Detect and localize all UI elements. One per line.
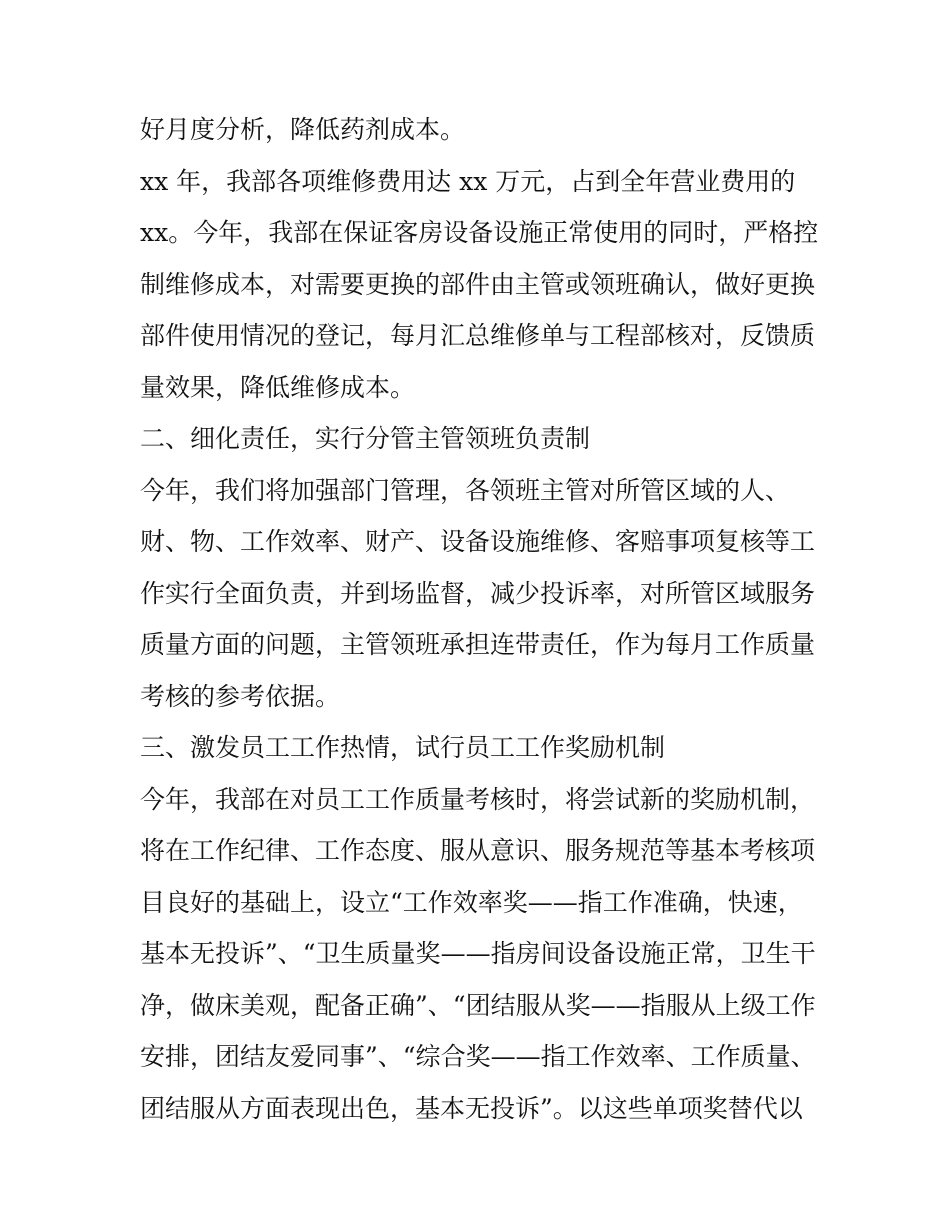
text-line: 作实行全面负责，并到场监督，减少投诉率，对所管区域服务: [140, 578, 816, 608]
text-line: 部件使用情况的登记，每月汇总维修单与工程部核对，反馈质: [140, 321, 816, 350]
text-line: 量效果，降低维修成本。: [140, 372, 416, 402]
text-line: 今年，我部在对员工工作质量考核时，将尝试新的奖励机制，: [140, 784, 816, 814]
text-line: xx 年，我部各项维修费用达 xx 万元，占到全年营业费用的: [140, 166, 796, 196]
text-line: 安排，团结友爱同事”、“综合奖——指工作效率、工作质量、: [140, 1042, 816, 1071]
text-line: xx。今年，我部在保证客房设备设施正常使用的同时，严格控: [140, 218, 819, 247]
text-line: 考核的参考依据。: [140, 681, 341, 711]
text-line: 财、物、工作效率、财产、设备设施维修、客赔事项复核等工: [140, 527, 816, 556]
text-line: 目良好的基础上，设立“工作效率奖——指工作准确，快速，: [140, 887, 803, 917]
section-heading: 三、激发员工工作热情，试行员工工作奖励机制: [140, 733, 666, 762]
body-text: [140, 104, 830, 1134]
section-heading: 二、细化责任，实行分管主管领班负责制: [140, 424, 591, 453]
text-line: 好月度分析，降低药剂成本。: [140, 115, 466, 144]
text-line: 今年，我们将加强部门管理，各领班主管对所管区域的人、: [140, 475, 791, 505]
text-line: 质量方面的问题，主管领班承担连带责任，作为每月工作质量: [140, 630, 816, 659]
text-line: 将在工作纪律、工作态度、服从意识、服务规范等基本考核项: [140, 836, 816, 865]
text-line: 团结服从方面表现出色，基本无投诉”。以这些单项奖替代以: [140, 1093, 803, 1123]
text-line: 基本无投诉”、“卫生质量奖——指房间设备设施正常，卫生干: [140, 939, 816, 968]
text-line: 净，做床美观，配备正确”、“团结服从奖——指服从上级工作: [140, 990, 816, 1020]
text-line: 制维修成本，对需要更换的部件由主管或领班确认，做好更换: [140, 269, 816, 299]
